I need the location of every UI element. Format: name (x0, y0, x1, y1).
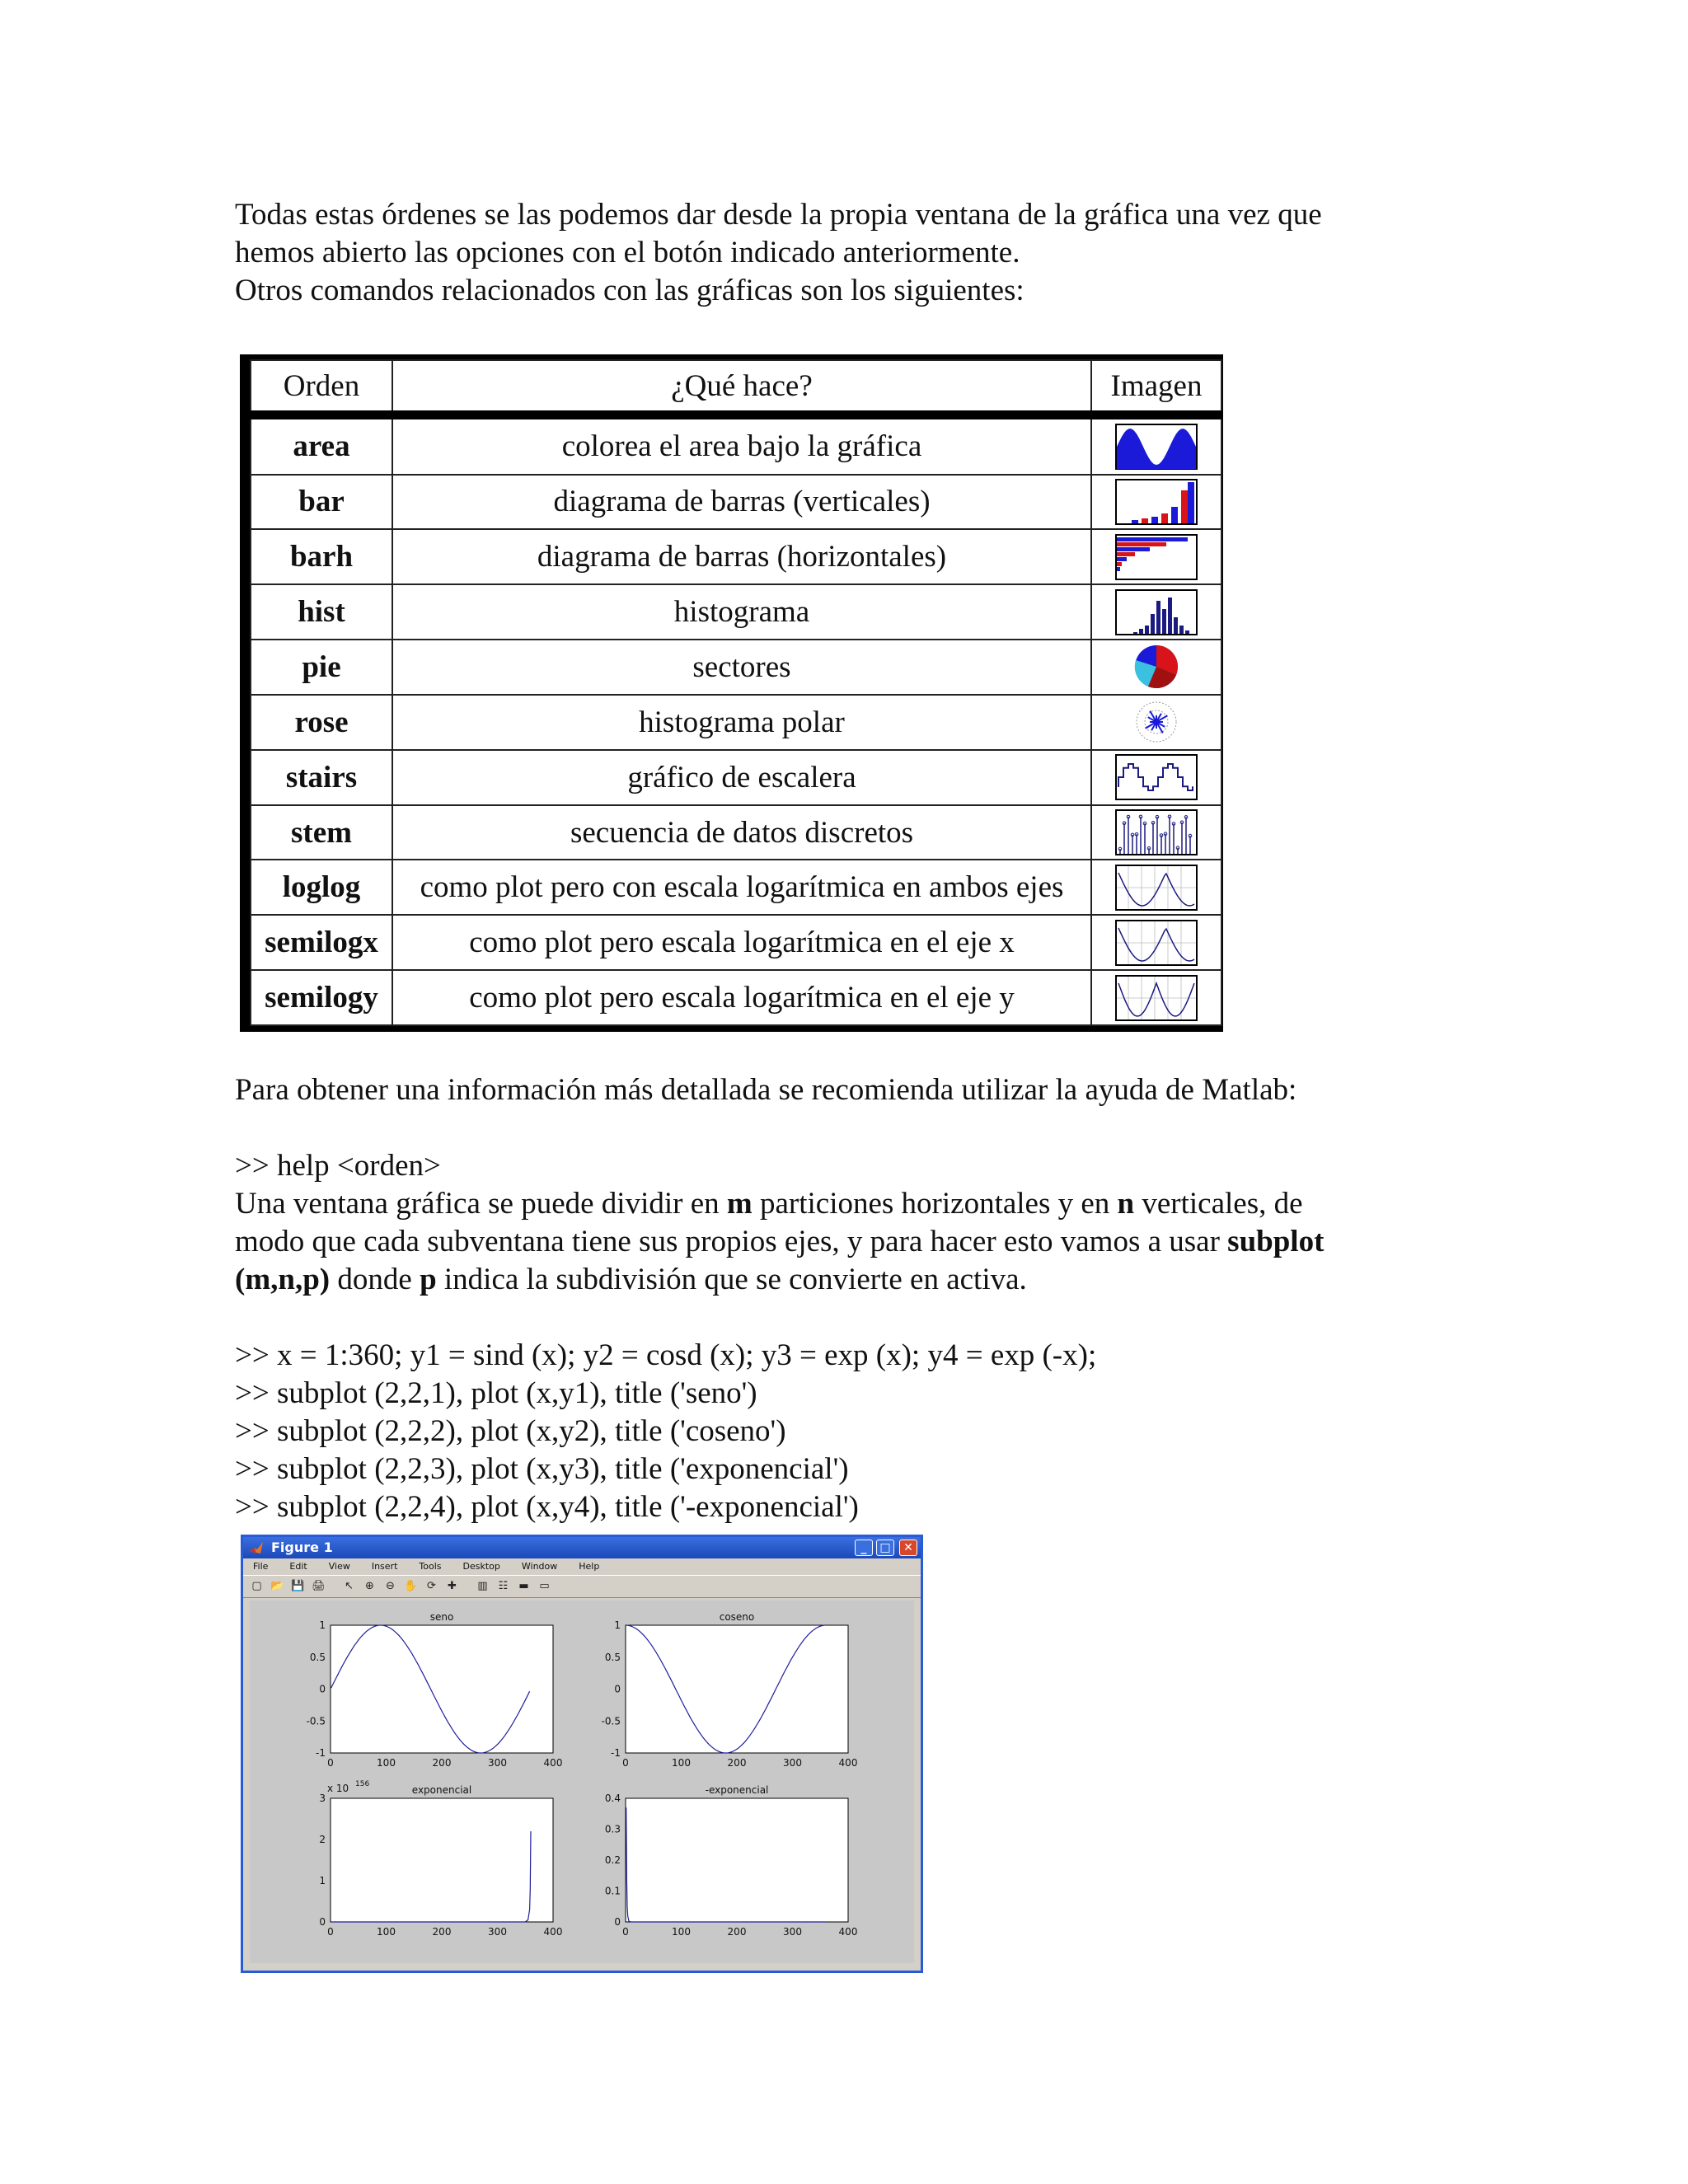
x-tick-label: 0 (622, 1926, 629, 1938)
open-file-icon[interactable]: 📂 (270, 1580, 284, 1592)
table-row (251, 860, 1221, 915)
data-cursor-icon[interactable]: ✚ (448, 1580, 457, 1592)
minimize-button[interactable]: _ (855, 1540, 873, 1556)
table-row (251, 475, 1221, 530)
intro-line: hemos abierto las opciones con el botón indicado anteriormente. (235, 236, 1020, 269)
y-tick-label: 0.3 (604, 1823, 621, 1835)
code-line: >> subplot (2,2,3), plot (x,y3), title ('exponencial') (235, 1452, 849, 1486)
histogram-icon (1115, 589, 1198, 635)
intro-line: Todas estas órdenes se las podemos dar desde la propia ventana de la gráfica una vez que (235, 198, 1322, 232)
menu-help[interactable]: Help (579, 1561, 600, 1572)
table-row (251, 529, 1221, 584)
help-text: Para obtener una información más detallada se recomienda utilizar la ayuda de Matlab: (235, 1073, 1297, 1107)
table-row (251, 415, 1221, 475)
zoom-in-icon[interactable]: ⊕ (365, 1580, 374, 1592)
image-cell (1091, 475, 1221, 530)
semilogx-chart-icon (1115, 920, 1198, 966)
y-tick-label: -1 (611, 1747, 621, 1759)
pie-chart-icon (1115, 644, 1198, 690)
description-cell: como plot pero escala logarítmica en el eje x (392, 915, 1091, 970)
menu-file[interactable]: File (253, 1561, 269, 1572)
order-cell: loglog (251, 860, 392, 915)
code-block (235, 1337, 1447, 1526)
image-cell (1091, 750, 1221, 805)
new-file-icon[interactable]: ▢ (251, 1580, 262, 1592)
subplot-title: seno (429, 1611, 454, 1623)
x-tick-label: 200 (727, 1757, 747, 1769)
subplot-title: exponencial (411, 1784, 472, 1796)
header-que-hace: ¿Qué hace? (392, 360, 1091, 415)
y-tick-label: -1 (316, 1747, 326, 1759)
table-row (251, 970, 1221, 1025)
bar-chart-icon (1115, 479, 1198, 525)
x-tick-label: 300 (783, 1757, 802, 1769)
description-cell: histograma polar (392, 695, 1091, 750)
subplot-line-3: (m,n,p) donde p indica la subdivisión que se convierte en activa. (235, 1263, 1027, 1296)
table-row (251, 750, 1221, 805)
barh-chart-icon (1115, 534, 1198, 580)
table-row (251, 805, 1221, 860)
pan-icon[interactable]: ✋ (404, 1580, 418, 1592)
code-line: >> subplot (2,2,2), plot (x,y2), title ('coseno') (235, 1414, 786, 1448)
description-cell: colorea el area bajo la gráfica (392, 415, 1091, 475)
y-scale-label: x 10 (327, 1783, 349, 1794)
stairs-chart-icon (1115, 754, 1198, 800)
order-cell: rose (251, 695, 392, 750)
y-scale-exponent: 156 (355, 1780, 370, 1788)
image-cell (1091, 915, 1221, 970)
x-tick-label: 0 (327, 1926, 334, 1938)
y-tick-label: 0.2 (604, 1854, 621, 1866)
y-tick-label: 2 (319, 1834, 326, 1845)
x-tick-label: 100 (377, 1926, 396, 1938)
description-cell: sectores (392, 640, 1091, 695)
subplot-title: coseno (719, 1611, 755, 1623)
figure-titlebar[interactable] (243, 1537, 921, 1558)
description-cell: como plot pero escala logarítmica en el eje y (392, 970, 1091, 1025)
description-cell: diagrama de barras (verticales) (392, 475, 1091, 530)
y-tick-label: 0.4 (604, 1793, 621, 1804)
image-cell (1091, 415, 1221, 475)
x-tick-label: 300 (488, 1757, 507, 1769)
area-chart-icon (1115, 424, 1198, 470)
intro-paragraph (235, 196, 1447, 310)
description-cell: como plot pero con escala logarítmica en ambos ejes (392, 860, 1091, 915)
axes-box (331, 1798, 553, 1922)
menu-edit[interactable]: Edit (289, 1561, 307, 1572)
order-cell: stem (251, 805, 392, 860)
intro-line: Otros comandos relacionados con las gráficas son los siguientes: (235, 274, 1025, 307)
y-tick-label: 0 (319, 1916, 326, 1928)
y-tick-label: 1 (614, 1619, 621, 1631)
legend-icon[interactable]: ☷ (498, 1580, 509, 1592)
menu-desktop[interactable]: Desktop (462, 1561, 500, 1572)
y-tick-label: -0.5 (306, 1715, 326, 1727)
description-cell: gráfico de escalera (392, 750, 1091, 805)
menu-insert[interactable]: Insert (371, 1561, 398, 1572)
menu-view[interactable]: View (328, 1561, 350, 1572)
y-tick-label: 0 (319, 1683, 326, 1695)
figure-title: Figure 1 (271, 1540, 333, 1555)
x-tick-label: 0 (622, 1757, 629, 1769)
figure-menubar (243, 1558, 921, 1575)
menu-window[interactable]: Window (521, 1561, 558, 1572)
x-tick-label: 400 (838, 1926, 858, 1938)
description-cell: secuencia de datos discretos (392, 805, 1091, 860)
x-tick-label: 200 (727, 1926, 747, 1938)
rotate-icon[interactable]: ⟳ (427, 1580, 436, 1592)
x-tick-label: 300 (783, 1926, 802, 1938)
close-button[interactable]: ✕ (899, 1540, 917, 1556)
y-tick-label: 1 (319, 1875, 326, 1886)
order-cell: semilogy (251, 970, 392, 1025)
description-cell: histograma (392, 584, 1091, 640)
image-cell (1091, 640, 1221, 695)
image-cell (1091, 970, 1221, 1025)
x-tick-label: 300 (488, 1926, 507, 1938)
subplots-svg (250, 1601, 914, 1963)
image-cell (1091, 529, 1221, 584)
code-line: >> x = 1:360; y1 = sind (x); y2 = cosd (x); y3 = exp (x); y4 = exp (-x); (235, 1338, 1097, 1372)
stem-chart-icon (1115, 809, 1198, 855)
order-cell: pie (251, 640, 392, 695)
image-cell (1091, 805, 1221, 860)
pointer-icon[interactable]: ↖ (345, 1580, 354, 1592)
show-plot-tools-icon[interactable]: ▭ (539, 1580, 550, 1592)
image-cell (1091, 584, 1221, 640)
print-icon[interactable]: 🖨 (312, 1580, 326, 1592)
zoom-out-icon[interactable]: ⊖ (386, 1580, 395, 1592)
x-tick-label: 0 (327, 1757, 334, 1769)
maximize-button[interactable]: □ (876, 1540, 894, 1556)
y-tick-label: 0.5 (604, 1651, 621, 1663)
order-cell: semilogx (251, 915, 392, 970)
axes-box (331, 1625, 553, 1753)
x-tick-label: 200 (432, 1757, 452, 1769)
order-cell: area (251, 415, 392, 475)
y-tick-label: 0 (614, 1916, 621, 1928)
y-tick-label: -0.5 (601, 1715, 621, 1727)
y-tick-label: 0 (614, 1683, 621, 1695)
description-cell: diagrama de barras (horizontales) (392, 529, 1091, 584)
subplot-title: -exponencial (705, 1784, 769, 1796)
x-tick-label: 400 (838, 1757, 858, 1769)
y-tick-label: 1 (319, 1619, 326, 1631)
code-line: >> subplot (2,2,4), plot (x,y4), title ('-exponencial') (235, 1490, 859, 1524)
table-row (251, 584, 1221, 640)
table-row (251, 695, 1221, 750)
order-cell: hist (251, 584, 392, 640)
y-tick-label: 0.5 (309, 1651, 326, 1663)
image-cell (1091, 860, 1221, 915)
hide-plot-tools-icon[interactable]: ▬ (518, 1580, 529, 1592)
rose-chart-icon (1115, 699, 1198, 745)
commands-table (240, 354, 1223, 1032)
matlab-logo-icon (249, 1540, 264, 1555)
help-command: >> help <orden> (235, 1149, 441, 1183)
image-cell (1091, 695, 1221, 750)
order-cell: barh (251, 529, 392, 584)
save-icon[interactable]: 💾 (291, 1580, 305, 1592)
subplot-line-2: modo que cada subventana tiene sus propios ejes, y para hacer esto vamos a usar subplot (235, 1225, 1325, 1258)
x-tick-label: 100 (672, 1757, 691, 1769)
help-paragraph (235, 1071, 1447, 1109)
y-tick-label: 3 (319, 1793, 326, 1804)
table-row (251, 915, 1221, 970)
code-line: >> subplot (2,2,1), plot (x,y1), title ('seno') (235, 1376, 757, 1410)
subplot-line-1: Una ventana gráfica se puede dividir en m particiones horizontales y en n verticales, de (235, 1187, 1303, 1221)
plot-area (250, 1601, 914, 1963)
x-tick-label: 400 (543, 1757, 563, 1769)
order-cell: bar (251, 475, 392, 530)
subplot-paragraph (235, 1147, 1447, 1299)
header-orden: Orden (251, 360, 392, 415)
header-imagen: Imagen (1091, 360, 1221, 415)
x-tick-label: 100 (672, 1926, 691, 1938)
x-tick-label: 200 (432, 1926, 452, 1938)
axes-box (626, 1798, 848, 1922)
x-tick-label: 400 (543, 1926, 563, 1938)
table-header-row (251, 360, 1221, 415)
order-cell: stairs (251, 750, 392, 805)
axes-box (626, 1625, 848, 1753)
semilogy-chart-icon (1115, 975, 1198, 1021)
colorbar-icon[interactable]: ▥ (477, 1580, 488, 1592)
loglog-chart-icon (1115, 865, 1198, 911)
figure-window (241, 1535, 923, 1973)
table-row (251, 640, 1221, 695)
figure-toolbar (243, 1575, 921, 1598)
menu-tools[interactable]: Tools (419, 1561, 442, 1572)
x-tick-label: 100 (377, 1757, 396, 1769)
y-tick-label: 0.1 (604, 1885, 621, 1897)
